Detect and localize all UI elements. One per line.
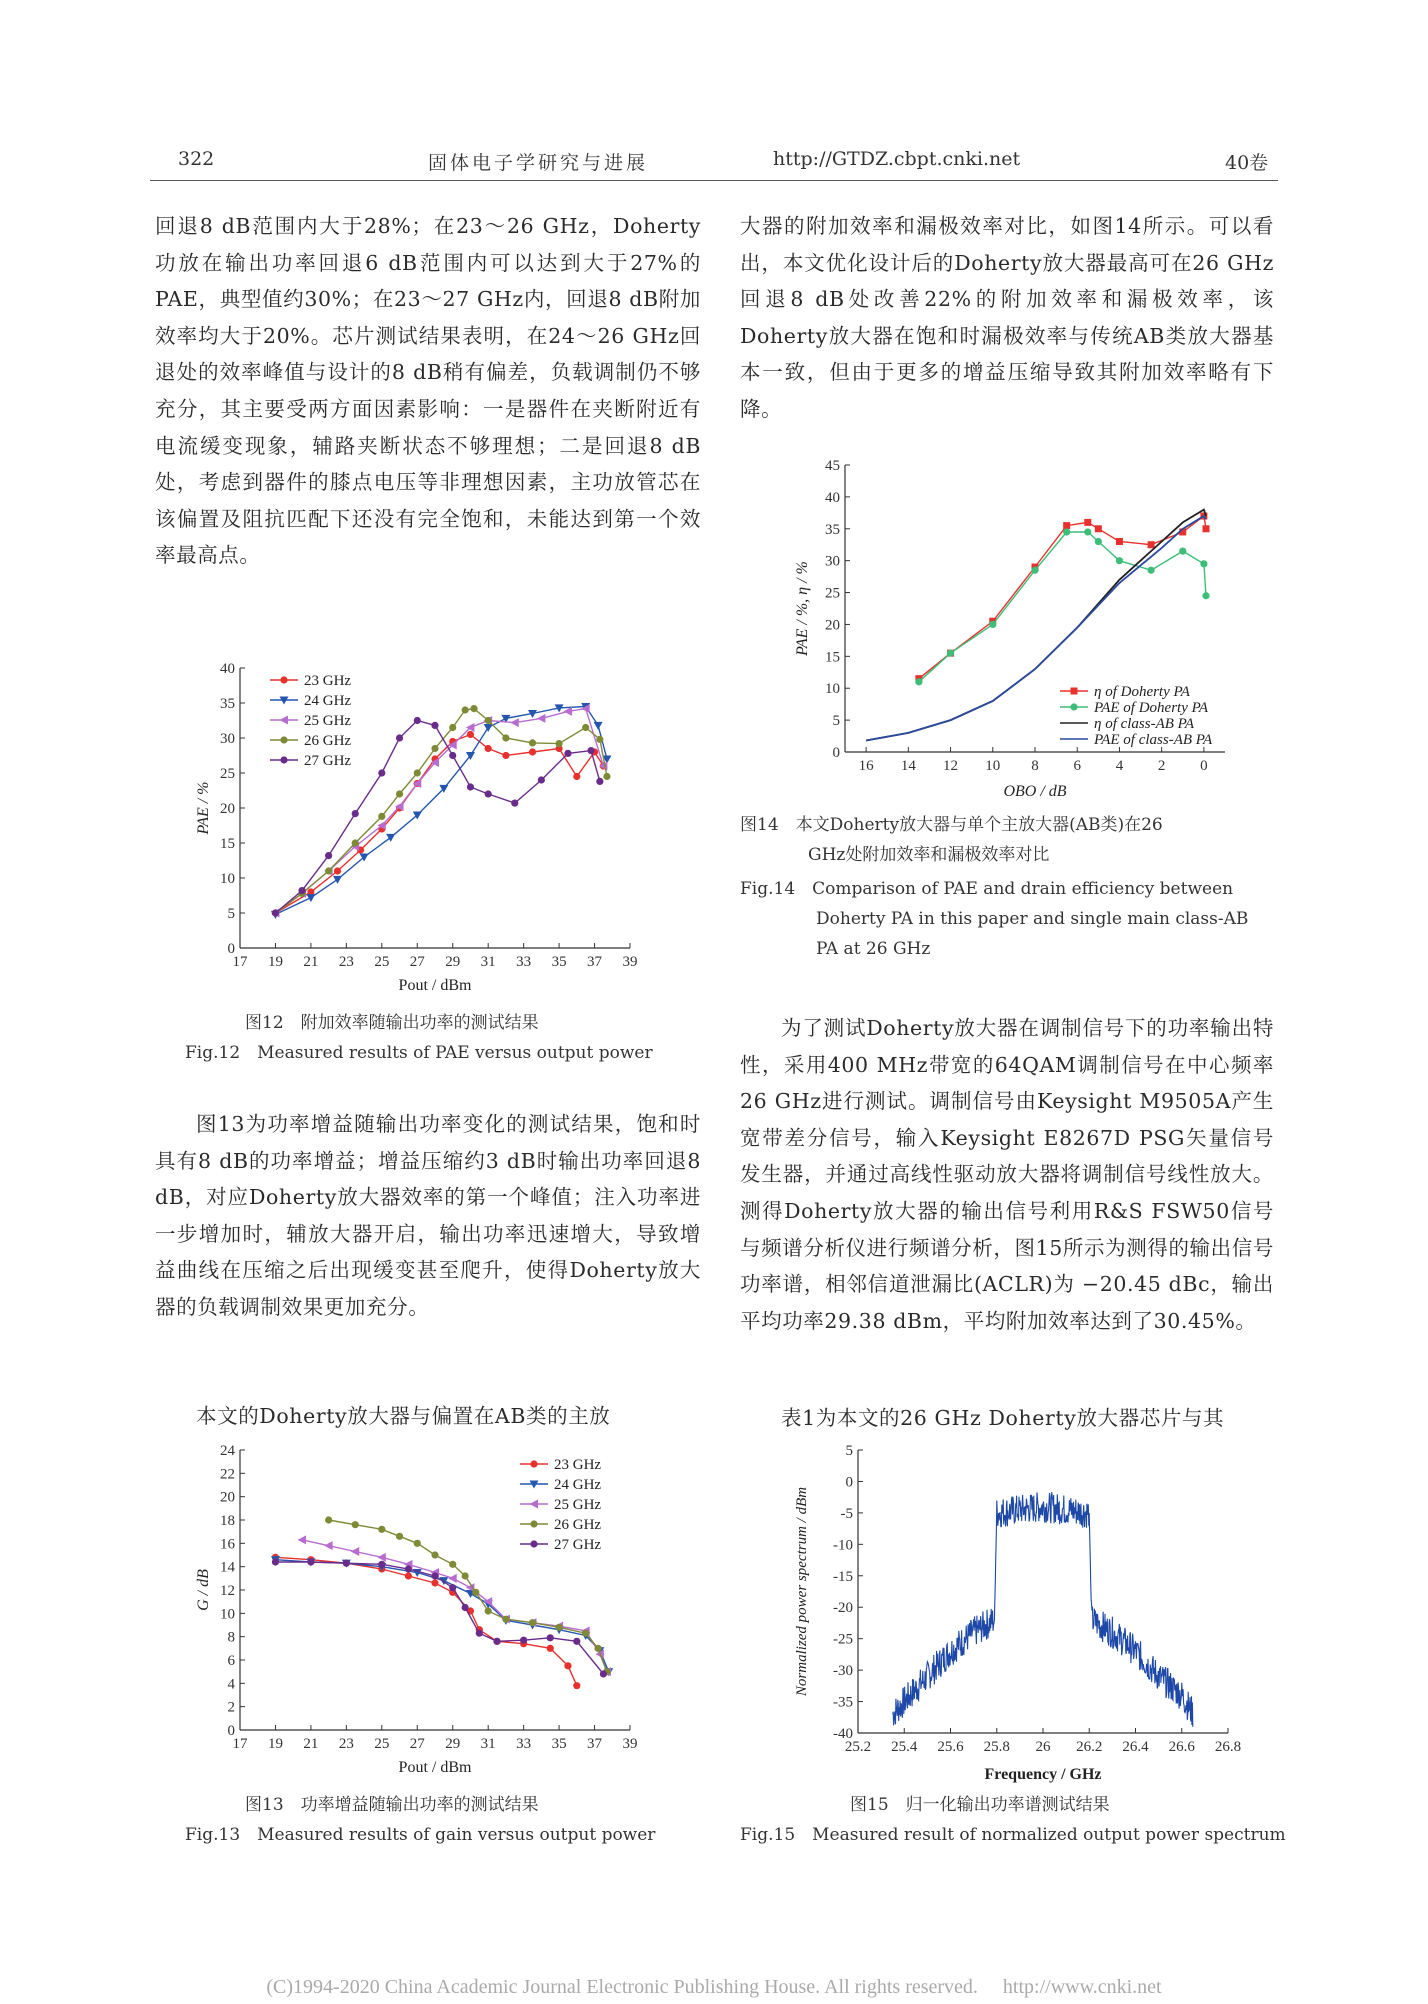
data-point	[538, 776, 545, 783]
y-tick-label: 18	[220, 1513, 235, 1529]
data-point	[378, 1526, 385, 1533]
data-point	[333, 876, 342, 884]
data-point	[485, 745, 492, 752]
data-point	[472, 1589, 479, 1596]
legend-marker	[530, 1500, 539, 1509]
spectrum-line	[893, 1492, 1193, 1727]
legend-label: PAE of class-AB PA	[1094, 732, 1213, 748]
data-point	[414, 717, 421, 724]
legend-label: η of Doherty PA	[1094, 684, 1190, 700]
data-point	[573, 773, 580, 780]
x-tick-label: 19	[267, 1736, 283, 1752]
x-tick-label: 21	[303, 1736, 319, 1752]
data-point	[1202, 592, 1209, 599]
legend-marker	[1070, 703, 1077, 710]
x-tick-label: 26.8	[1214, 1739, 1242, 1755]
data-point	[537, 714, 546, 723]
fig13-chart	[195, 1432, 655, 1792]
x-tick-label: 26.2	[1076, 1739, 1103, 1755]
legend-marker	[530, 1460, 537, 1467]
data-point	[1084, 519, 1091, 526]
y-tick-label: -40	[833, 1726, 853, 1742]
data-point	[414, 1540, 421, 1547]
data-point	[325, 852, 332, 859]
fig15-chart	[770, 1432, 1250, 1792]
data-point	[573, 1638, 580, 1645]
series-1	[893, 1492, 1193, 1727]
series-line	[276, 1560, 609, 1672]
data-point	[529, 1619, 536, 1626]
x-tick-label: 35	[551, 954, 567, 970]
x-tick-label: 26	[1035, 1739, 1051, 1755]
data-point	[470, 705, 477, 712]
legend-marker	[280, 756, 287, 763]
y-tick-label: 22	[220, 1466, 235, 1483]
x-tick-label: 23	[338, 954, 354, 970]
data-point	[502, 734, 509, 741]
fig14-axes	[794, 458, 1225, 800]
data-point	[325, 1516, 332, 1523]
data-point	[594, 722, 603, 730]
x-tick-label: 26.4	[1122, 1739, 1149, 1755]
x-tick-label: 19	[267, 954, 283, 970]
x-tick-label: 25.8	[983, 1739, 1010, 1755]
x-tick-label: 6	[1073, 758, 1081, 774]
x-tick-label: 29	[445, 1736, 461, 1752]
data-point	[396, 1533, 403, 1540]
y-tick-label: 40	[220, 661, 235, 677]
x-tick-label: 35	[551, 1736, 567, 1752]
data-point	[1095, 538, 1102, 545]
data-point	[555, 1624, 562, 1631]
x-tick-label: 37	[587, 1736, 603, 1752]
x-tick-label: 39	[622, 954, 638, 970]
y-tick-label: -20	[833, 1600, 853, 1617]
x-tick-label: 39	[622, 1736, 638, 1752]
series-1	[915, 513, 1209, 700]
data-point	[467, 783, 474, 790]
x-axis-title: Frequency / GHz	[984, 1766, 1102, 1783]
data-point	[564, 750, 571, 757]
data-point	[476, 1630, 483, 1637]
data-point	[596, 736, 603, 743]
data-point	[1095, 525, 1102, 532]
fig15-axes	[794, 1443, 1241, 1783]
y-tick-label: 15	[220, 836, 235, 852]
data-point	[352, 1521, 359, 1528]
legend-label: 26 GHz	[554, 1517, 602, 1533]
y-tick-label: 20	[825, 617, 840, 634]
x-tick-label: 17	[232, 1736, 248, 1752]
fig15-caption	[740, 1790, 1286, 1850]
y-tick-label: 5	[832, 713, 840, 730]
data-point	[1031, 567, 1038, 574]
fig14-caption	[740, 810, 1280, 964]
y-tick-label: 25	[220, 766, 235, 782]
y-tick-label: 0	[845, 1474, 853, 1491]
x-axis-title: Pout / dBm	[398, 1759, 472, 1776]
data-point	[484, 724, 493, 732]
data-point	[351, 1547, 360, 1556]
data-point	[462, 1572, 469, 1579]
x-tick-label: 25.6	[937, 1739, 964, 1755]
y-tick-label: 35	[825, 521, 840, 538]
legend-label: 23 GHz	[554, 1457, 602, 1473]
x-axis-title: OBO / dB	[1003, 783, 1067, 800]
y-tick-label: 45	[825, 458, 840, 474]
y-tick-label: 4	[227, 1676, 235, 1693]
data-point	[529, 748, 536, 755]
legend-label: 24 GHz	[304, 693, 352, 709]
x-tick-label: 33	[516, 954, 532, 970]
x-tick-label: 25	[374, 1736, 390, 1752]
fig14-caption-cn-2: GHz处附加效率和漏极效率对比	[808, 845, 1050, 865]
data-point	[485, 790, 492, 797]
fig13-caption	[185, 1790, 656, 1850]
y-tick-label: 0	[227, 941, 235, 957]
fig14-caption-en-3: PA at 26 GHz	[816, 939, 931, 959]
data-point	[431, 1572, 438, 1579]
data-point	[1203, 525, 1210, 532]
fig14-caption-en-2: Doherty PA in this paper and single main class-AB	[816, 909, 1249, 929]
x-tick-label: 27	[409, 954, 425, 970]
data-point	[378, 1561, 385, 1568]
data-point	[510, 718, 518, 727]
data-point	[448, 1574, 456, 1583]
page-number: 322	[178, 148, 215, 170]
x-tick-label: 10	[985, 758, 1001, 774]
data-point	[582, 1630, 589, 1637]
x-tick-label: 4	[1115, 758, 1124, 774]
legend-marker	[1071, 688, 1078, 695]
data-point	[511, 800, 518, 807]
data-point	[587, 747, 594, 754]
data-point	[1148, 567, 1155, 574]
y-tick-label: 12	[220, 1583, 235, 1599]
series-1	[270, 673, 607, 917]
data-point	[1148, 541, 1155, 548]
data-point	[306, 894, 315, 902]
series-line	[919, 532, 1206, 682]
y-tick-label: 5	[845, 1443, 853, 1459]
data-point	[462, 706, 469, 713]
y-tick-label: 30	[825, 553, 840, 570]
legend-marker	[530, 1540, 537, 1547]
series-line	[302, 1540, 607, 1672]
y-tick-label: 6	[227, 1653, 235, 1669]
x-tick-label: 33	[516, 1736, 532, 1752]
x-tick-label: 25.2	[844, 1739, 872, 1755]
data-point	[467, 731, 474, 738]
left-paragraph-2: 图13为功率增益随输出功率变化的测试结果，饱和时具有8 dB的功率增益；增益压缩约3 dB时输出功率回退8 dB，对应Doherty放大器效率的第一个峰值；注入功率进一步增加时，辅放大器开启，输出功率迅速增大，导致增益曲线在压缩之后出现缓变甚至爬升，使得Doherty放大器的负载调制效果更加充分。	[155, 1112, 701, 1319]
fig15-caption-en: Fig.15 Measured result of normalized output power spectrum	[740, 1825, 1286, 1845]
data-point	[1179, 548, 1186, 555]
volume: 40卷	[1225, 152, 1269, 174]
legend-label: 23 GHz	[304, 673, 352, 689]
data-point	[989, 621, 996, 628]
journal-url: http://GTDZ.cbpt.cnki.net	[773, 148, 1021, 170]
y-axis-title: PAE / %	[195, 781, 212, 835]
data-point	[555, 740, 562, 747]
legend-label: 25 GHz	[304, 713, 352, 729]
data-point	[449, 1561, 456, 1568]
y-tick-label: -35	[833, 1694, 853, 1711]
y-tick-label: 40	[825, 489, 840, 506]
data-point	[1063, 528, 1070, 535]
header-rule	[150, 180, 1278, 181]
y-tick-label: 10	[220, 871, 235, 887]
data-point	[378, 769, 385, 776]
data-point	[352, 839, 359, 846]
legend-label: 24 GHz	[554, 1477, 602, 1493]
y-tick-label: 14	[220, 1559, 235, 1576]
y-tick-label: 0	[227, 1723, 235, 1739]
y-tick-label: -5	[840, 1505, 853, 1522]
x-tick-label: 2	[1157, 758, 1166, 774]
fig13-caption-en: Fig.13 Measured results of gain versus output power	[185, 1825, 656, 1845]
y-tick-label: -30	[833, 1663, 853, 1680]
fig12-chart	[195, 650, 655, 1010]
x-tick-label: 25	[374, 954, 390, 970]
left-paragraph-1: 回退8 dB范围内大于28%；在23～26 GHz，Doherty功放在输出功率回退6 dB范围内可以达到大于27%的PAE，典型值约30%；在23～27 GHz内，回退8 dB附加效率均大于20%。芯片测试结果表明，在24～26 GHz回退处的效率峰值与设计的8 dB稍有偏差，负载调制仍不够充分，其主要受两方面因素影响：一是器件在夹断附近有电流缓变现象，辅路夹断状态不够理想；二是回退8 dB处，考虑到器件的膝点电压等非理想因素，主功放管芯在该偏置及阻抗匹配下还没有完全饱和，未能达到第一个效率最高点。	[155, 214, 701, 568]
x-tick-label: 26.6	[1168, 1739, 1195, 1755]
data-point	[594, 1645, 601, 1652]
data-point	[272, 1558, 279, 1565]
x-tick-label: 12	[943, 758, 959, 774]
legend-label: η of class-AB PA	[1094, 716, 1195, 732]
y-tick-label: -10	[833, 1537, 853, 1554]
data-point	[582, 724, 589, 731]
data-point	[596, 778, 603, 785]
data-point	[378, 813, 385, 820]
x-tick-label: 0	[1200, 758, 1208, 774]
legend-label: 25 GHz	[554, 1497, 602, 1513]
series-4	[270, 705, 611, 917]
x-tick-label: 25.4	[891, 1739, 918, 1755]
x-tick-label: 14	[900, 758, 916, 774]
left-paragraph-3: 本文的Doherty放大器与偏置在AB类的主放	[196, 1404, 611, 1428]
fig14-caption-cn-1: 图14 本文Doherty放大器与单个主放大器(AB类)在26	[740, 815, 1163, 835]
data-point	[298, 1535, 307, 1544]
data-point	[493, 1638, 500, 1645]
data-point	[947, 650, 954, 657]
y-tick-label: 8	[227, 1629, 235, 1646]
legend-marker	[280, 676, 287, 683]
data-point	[603, 773, 610, 780]
data-point	[352, 810, 359, 817]
data-point	[502, 1616, 509, 1623]
x-tick-label: 31	[480, 954, 496, 970]
y-tick-label: 15	[825, 649, 840, 666]
data-point	[449, 752, 456, 759]
data-point	[405, 1572, 412, 1579]
y-tick-label: -25	[833, 1631, 853, 1648]
y-tick-label: 5	[227, 906, 235, 922]
y-tick-label: 20	[220, 1489, 235, 1506]
data-point	[529, 739, 536, 746]
y-tick-label: 24	[220, 1443, 235, 1459]
fig15-caption-cn: 图15 归一化输出功率谱测试结果	[850, 1795, 1110, 1815]
legend-label: 27 GHz	[554, 1537, 602, 1553]
data-point	[414, 769, 421, 776]
x-axis-title: Pout / dBm	[398, 977, 472, 994]
legend-label: PAE of Doherty PA	[1094, 700, 1209, 716]
fig14-chart	[775, 455, 1245, 805]
x-tick-label: 21	[303, 954, 319, 970]
data-point	[485, 1607, 492, 1614]
y-tick-label: 16	[220, 1536, 235, 1553]
data-point	[1063, 522, 1070, 529]
x-tick-label: 27	[409, 1736, 425, 1752]
fig13-caption-cn: 图13 功率增益随输出功率的测试结果	[245, 1795, 539, 1815]
data-point	[343, 1560, 350, 1567]
data-point	[1116, 538, 1123, 545]
x-tick-label: 23	[338, 1736, 354, 1752]
data-point	[600, 1670, 607, 1677]
x-tick-label: 31	[480, 1736, 496, 1752]
data-point	[431, 722, 438, 729]
data-point	[462, 1604, 469, 1611]
data-point	[396, 734, 403, 741]
y-axis-title: Normalized power spectrum / dBm	[794, 1486, 810, 1697]
fig14-caption-en-1: Fig.14 Comparison of PAE and drain efficiency between	[740, 879, 1234, 899]
y-tick-label: 35	[220, 696, 235, 712]
data-point	[377, 1553, 386, 1562]
data-point	[431, 745, 438, 752]
copyright-footer: (C)1994-2020 China Academic Journal Electronic Publishing House. All rights reserved. http://www.cnki.net	[266, 1976, 1162, 1998]
data-point	[1084, 528, 1091, 535]
data-point	[298, 887, 305, 894]
fig12-caption-cn: 图12 附加效率随输出功率的测试结果	[245, 1013, 539, 1033]
x-tick-label: 16	[858, 758, 874, 774]
y-tick-label: 0	[832, 745, 840, 761]
legend-label: 26 GHz	[304, 733, 352, 749]
data-point	[272, 909, 279, 916]
data-point	[1200, 560, 1207, 567]
data-point	[324, 1541, 333, 1550]
data-point	[431, 1579, 438, 1586]
legend-marker	[280, 736, 287, 743]
fig12-caption	[185, 1008, 653, 1068]
data-point	[431, 1551, 438, 1558]
data-point	[520, 1637, 527, 1644]
data-point	[547, 1645, 554, 1652]
legend-marker	[530, 1520, 537, 1527]
data-point	[405, 1565, 412, 1572]
data-point	[547, 1634, 554, 1641]
y-tick-label: -15	[833, 1568, 853, 1585]
data-point	[1116, 557, 1123, 564]
y-tick-label: 2	[227, 1699, 235, 1716]
legend-marker	[280, 716, 289, 725]
data-point	[485, 717, 492, 724]
right-paragraph-2: 为了测试Doherty放大器在调制信号下的功率输出特性，采用400 MHz带宽的64QAM调制信号在中心频率26 GHz进行测试。调制信号由Keysight M9505A产生宽带差分信号，输入Keysight E8267D PSG矢量信号发生器，并通过高线性驱动放大器将调制信号线性放大。测得Doherty放大器的输出信号利用R&S FSW50信号与频谱分析仪进行频谱分析，图15所示为测得的输出信号功率谱，相邻信道泄漏比(ACLR)为 −20.45 dBc，输出平均功率29.38 dBm，平均附加效率达到了30.45%。	[740, 1016, 1274, 1333]
x-tick-label: 17	[232, 954, 248, 970]
series-line	[276, 1562, 604, 1674]
data-point	[502, 752, 509, 759]
right-paragraph-1: 大器的附加效率和漏极效率对比，如图14所示。可以看出，本文优化设计后的Doherty放大器最高可在26 GHz回退8 dB处改善22%的附加效率和漏极效率，该Doherty放大器在饱和时漏极效率与传统AB类放大器基本一致，但由于更多的增益压缩导致其附加效率略有下降。	[740, 214, 1274, 421]
y-tick-label: 30	[220, 731, 235, 747]
data-point	[334, 867, 341, 874]
y-tick-label: 25	[825, 585, 840, 602]
x-tick-label: 29	[445, 954, 461, 970]
data-point	[386, 834, 395, 842]
y-tick-label: 10	[220, 1606, 235, 1623]
y-axis-title: PAE / %, η / %	[794, 561, 811, 656]
journal-name: 固体电子学研究与进展	[428, 152, 649, 174]
y-tick-label: 20	[220, 801, 235, 817]
fig12-caption-en: Fig.12 Measured results of PAE versus output power	[185, 1043, 653, 1063]
y-tick-label: 10	[825, 681, 840, 698]
x-tick-label: 8	[1031, 758, 1039, 774]
data-point	[307, 1558, 314, 1565]
x-tick-label: 37	[587, 954, 603, 970]
data-point	[325, 867, 332, 874]
data-point	[573, 1682, 580, 1689]
legend-label: 27 GHz	[304, 753, 352, 769]
data-point	[915, 678, 922, 685]
data-point	[449, 724, 456, 731]
data-point	[564, 1662, 571, 1669]
y-axis-title: G / dB	[195, 1569, 212, 1611]
data-point	[396, 790, 403, 797]
data-point	[449, 1584, 456, 1591]
right-paragraph-3: 表1为本文的26 GHz Doherty放大器芯片与其	[781, 1406, 1225, 1430]
